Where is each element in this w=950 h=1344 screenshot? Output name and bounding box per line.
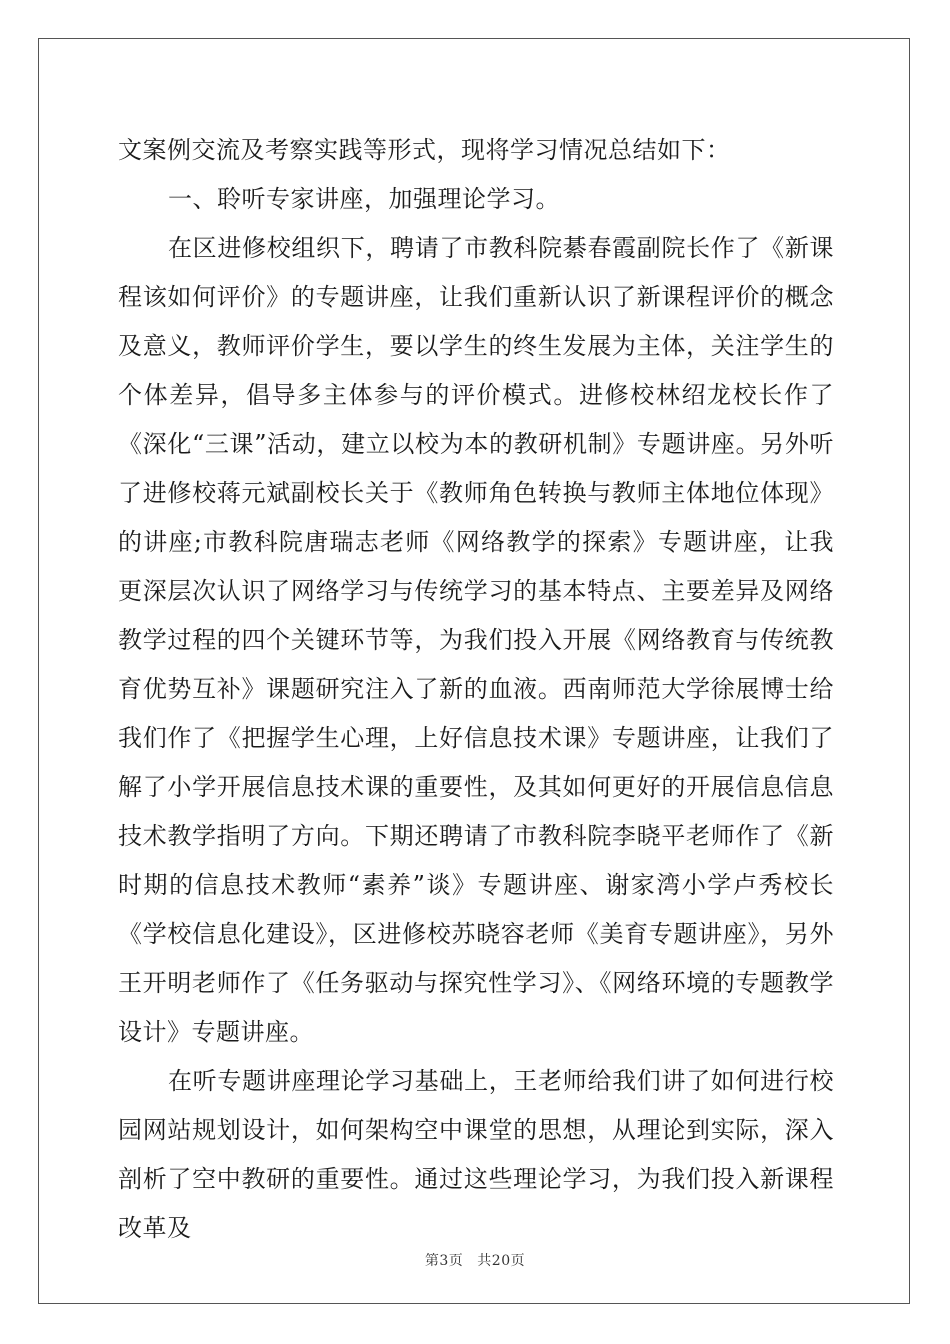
section-heading: 一、聆听专家讲座，加强理论学习。 xyxy=(168,185,560,213)
page-total: 共20页 xyxy=(477,1253,526,1269)
document-body xyxy=(118,126,834,1253)
page-footer xyxy=(0,1250,950,1270)
paragraph-intro: 文案例交流及考察实践等形式，现将学习情况总结如下： xyxy=(118,136,731,164)
paragraph-theory: 在听专题讲座理论学习基础上，王老师给我们讲了如何进行校园网站规划设计，如何架构空中课堂的思想，从理论到实际，深入剖析了空中教研的重要性。通过这些理论学习，为我们投入新课程改革及 xyxy=(118,1067,834,1242)
page-number: 第3页 xyxy=(424,1253,464,1269)
paragraph-lectures: 在区进修校组织下，聘请了市教科院綦春霞副院长作了《新课程该如何评价》的专题讲座，让我们重新认识了新课程评价的概念及意义，教师评价学生，要以学生的终生发展为主体，关注学生的个体差异，倡导多主体参与的评价模式。进修校林绍龙校长作了《深化“三课”活动，建立以校为本的教研机制》专题讲座。另外听了进修校蒋元斌副校长关于《教师角色转换与教师主体地位体现》的讲座;市教科院唐瑞志老师《网络教学的探索》专题讲座，让我更深层次认识了网络学习与传统学习的基本特点、主要差异及网络教学过程的四个关键环节等，为我们投入开展《网络教育与传统教育优势互补》课题研究注入了新的血液。西南师范大学徐展博士给我们作了《把握学生心理，上好信息技术课》专题讲座，让我们了解了小学开展信息技术课的重要性，及其如何更好的开展信息信息技术教学指明了方向。下期还聘请了市教科院李晓平老师作了《新时期的信息技术教师“素养”谈》专题讲座、谢家湾小学卢秀校长《学校信息化建设》，区进修校苏晓容老师《美育专题讲座》，另外王开明老师作了《任务驱动与探究性学习》、《网络环境的专题教学设计》专题讲座。 xyxy=(118,234,834,1046)
